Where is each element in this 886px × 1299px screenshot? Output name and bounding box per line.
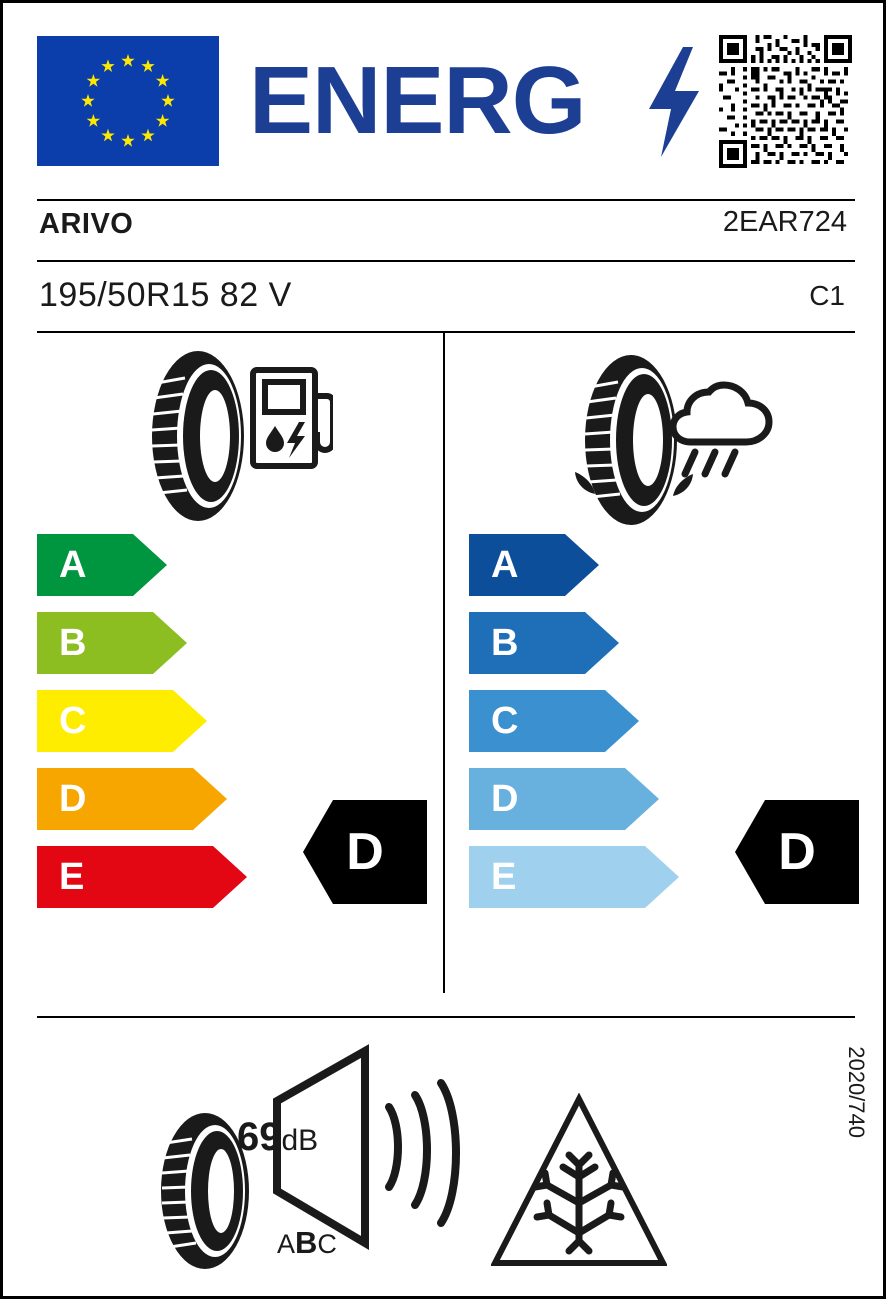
lightning-bolt-icon bbox=[643, 47, 703, 157]
page-title bbox=[249, 43, 669, 158]
grade-letter: C bbox=[59, 700, 87, 742]
brand-name: ARIVO bbox=[39, 208, 134, 240]
date-code: 2020/740 bbox=[844, 1046, 869, 1138]
tyre-rain-cloud-icon bbox=[533, 348, 793, 528]
noise-class-a: A bbox=[277, 1229, 296, 1259]
divider bbox=[37, 260, 855, 262]
noise-class-c: C bbox=[317, 1229, 337, 1259]
wet-grip-rating-value: D bbox=[778, 823, 816, 881]
energy-word-text: ENERG bbox=[249, 47, 586, 154]
noise-class-selected: B bbox=[295, 1225, 318, 1260]
tyre-fuel-pump-icon bbox=[123, 348, 333, 523]
tyre-size: 195/50R15 82 V bbox=[39, 276, 292, 314]
grade-letter: B bbox=[59, 622, 87, 664]
fuel-rating-value: D bbox=[346, 823, 384, 881]
grade-letter: C bbox=[491, 700, 519, 742]
three-peak-mountain-snowflake-icon bbox=[491, 1093, 667, 1269]
grade-letter: D bbox=[491, 778, 519, 820]
qr-code-icon bbox=[719, 35, 852, 168]
fuel-rating-badge bbox=[303, 800, 427, 904]
tyre-class: C1 bbox=[809, 280, 845, 311]
noise-number: 69 bbox=[237, 1115, 282, 1159]
grade-letter: B bbox=[491, 622, 519, 664]
divider bbox=[37, 199, 855, 201]
noise-class-scale bbox=[277, 1225, 337, 1261]
divider bbox=[37, 1016, 855, 1018]
grade-letter: D bbox=[59, 778, 87, 820]
noise-unit: dB bbox=[281, 1124, 319, 1157]
grade-letter: E bbox=[491, 856, 517, 898]
grade-letter: A bbox=[59, 544, 87, 586]
divider bbox=[37, 331, 855, 333]
type-code: 2EAR724 bbox=[722, 206, 847, 238]
wet-grip-rating-badge bbox=[735, 800, 859, 904]
grade-letter: A bbox=[491, 544, 519, 586]
eu-flag-icon bbox=[37, 36, 219, 166]
divider-vertical bbox=[443, 333, 445, 993]
noise-value bbox=[237, 1115, 318, 1160]
grade-letter: E bbox=[59, 856, 85, 898]
